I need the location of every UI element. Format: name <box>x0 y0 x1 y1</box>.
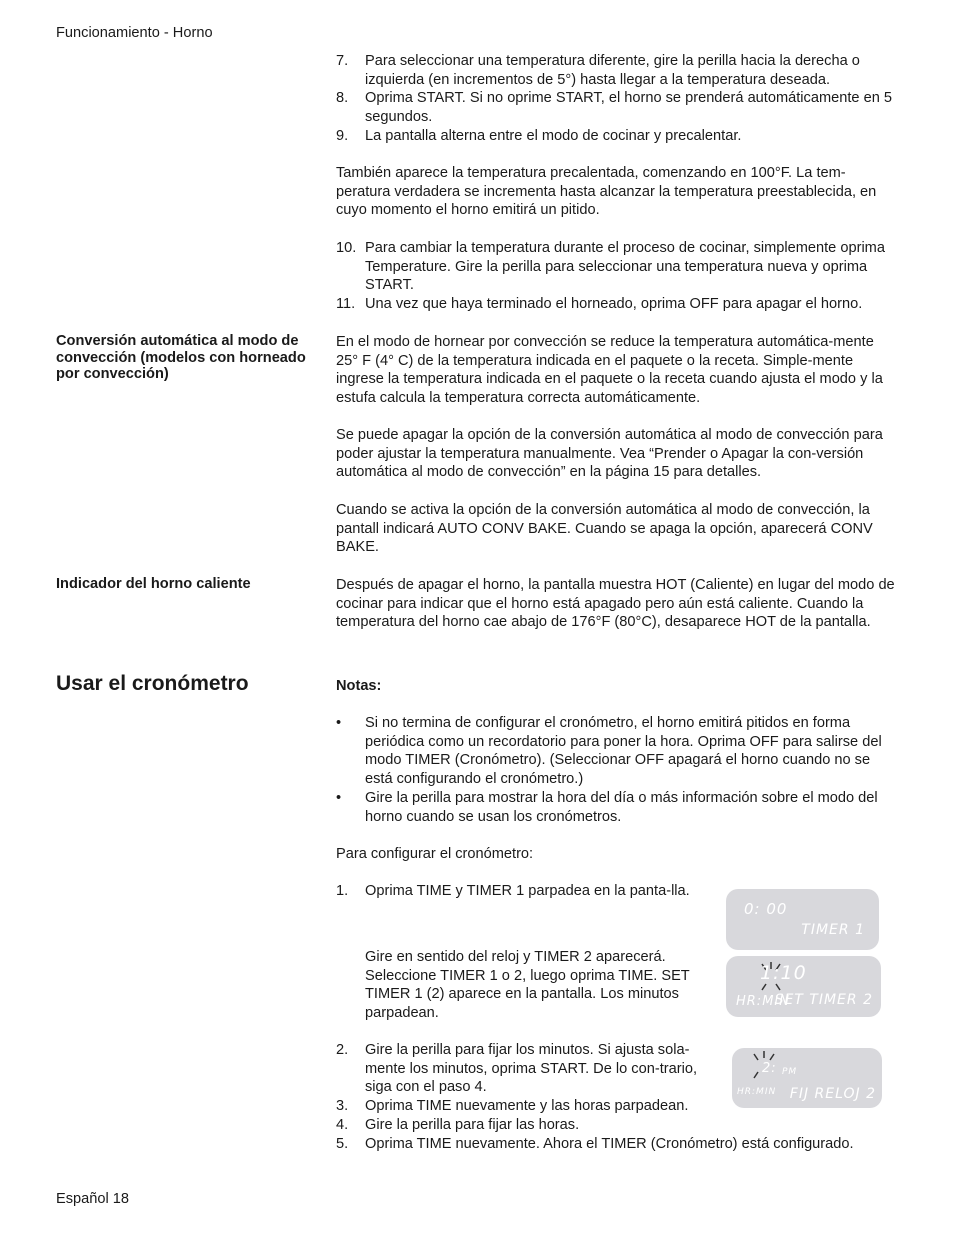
conv-paragraph-2: Se puede apagar la opción de la conversión automática al modo de convección para poder ajustar la temperatura manualmente. Vea “Prender o Apagar la con-versión automática al modo de convección” en la página 15 para detalles. <box>336 427 883 481</box>
page-header: Funcionamiento - Horno <box>56 25 213 41</box>
list-item <box>336 882 696 901</box>
step-number: 3. <box>336 1098 349 1114</box>
step-number: 10. <box>336 240 357 256</box>
step-number: 9. <box>336 128 349 144</box>
display-fij-reloj-2 <box>732 1048 882 1108</box>
display-time: 2: <box>762 1061 777 1076</box>
list-item <box>336 89 898 126</box>
bullet-text: Gire la perilla para mostrar la hora del día o más información sobre el modo del horno cuando se usan los cronómetros. <box>365 790 878 825</box>
hot-paragraph: Después de apagar el horno, la pantalla muestra HOT (Caliente) en lugar del modo de cocinar para indicar que el horno está apagado pero aún está caliente. Cuando la temperatura del horno cae abajo de 176°F (80°C), desaparece HOT de la pantalla. <box>336 577 895 631</box>
display-time: 0: 00 <box>744 900 788 918</box>
bullet-icon: • <box>336 790 342 806</box>
notes-label: Notas: <box>336 678 382 694</box>
step-text: Oprima START. Si no oprime START, el horno se prenderá automáticamente en 5 segundos. <box>365 90 892 125</box>
step-number: 8. <box>336 90 349 106</box>
step-number: 2. <box>336 1042 349 1058</box>
conv-heading: Conversión automática al modo de convección (modelos con horneado por convección) <box>56 333 306 382</box>
step-number: 7. <box>336 53 349 69</box>
step1-continued: Gire en sentido del reloj y TIMER 2 aparecerá. Seleccione TIMER 1 o 2, luego oprima TIME. SET TIMER 1 (2) aparece en la pantalla. Los minutos parpadean. <box>365 949 690 1022</box>
display-unit: HR:MIN <box>737 1087 777 1097</box>
step-text: Oprima TIME nuevamente y las horas parpadean. <box>365 1098 689 1114</box>
timer-intro: Para configurar el cronómetro: <box>336 846 534 862</box>
list-item <box>336 295 898 314</box>
bullet-item <box>336 789 898 826</box>
step-text: Oprima TIME nuevamente. Ahora el TIMER (Cronómetro) está configurado. <box>365 1136 854 1152</box>
list-item <box>336 239 898 295</box>
display-label: SET TIMER 2 <box>774 992 873 1008</box>
list-item <box>336 1135 898 1154</box>
display-label: TIMER 1 <box>801 922 865 938</box>
page-footer: Español 18 <box>56 1191 130 1207</box>
step-text: Para seleccionar una temperatura diferente, gire la perilla hacia la derecha o izquierda (en incrementos de 5°) hasta llegar a la temperatura deseada. <box>365 53 860 88</box>
bullet-item <box>336 714 898 789</box>
display-time: 1:10 <box>760 962 807 984</box>
step-text: Gire la perilla para fijar las horas. <box>365 1117 580 1133</box>
list-item <box>336 1041 721 1097</box>
list-item <box>336 127 898 146</box>
display-label: FIJ RELOJ 2 <box>789 1086 876 1102</box>
bullet-text: Si no termina de configurar el cronómetro, el horno emitirá pitidos en forma periódica como un recordatorio para poner la hora. Oprima OFF para salirse del modo TIMER (Cronómetro). (Seleccionar OFF apagará el horno cuando no se está configurando el cronómetro.) <box>365 715 882 788</box>
step-text: Gire la perilla para fijar los minutos. Si ajusta sola-mente los minutos, oprima START. De lo con-trario, siga con el paso 4. <box>365 1042 697 1096</box>
step-text: Oprima TIME y TIMER 1 parpadea en la panta-lla. <box>365 883 690 899</box>
step-text: La pantalla alterna entre el modo de cocinar y precalentar. <box>365 128 742 144</box>
conv-paragraph-1: En el modo de hornear por convección se reduce la temperatura automática-mente 25° F (4° C) de la temperatura indicada en el paquete o la receta. Simple-mente ingrese la temperatura indicada en el paquete o la receta cuando ajusta el modo y la estufa calcula la temperatura correcta automáticamente. <box>336 334 883 407</box>
step-number: 1. <box>336 883 349 899</box>
display-unit: HR:MIN <box>736 994 790 1009</box>
bullet-icon: • <box>336 715 342 731</box>
list-item <box>336 52 898 89</box>
conv-paragraph-3: Cuando se activa la opción de la conversión automática al modo de convección, la pantall indicará AUTO CONV BAKE. Cuando se apaga la opción, aparecerá CONV BAKE. <box>336 502 873 556</box>
preheat-paragraph: También aparece la temperatura precalentada, comenzando en 100°F. La tem-peratura verdadera se incrementa hasta alcanzar la temperatura preestablecida, en cuyo momento el horno emitirá un pitido. <box>336 165 877 219</box>
step-text: Para cambiar la temperatura durante el proceso de cocinar, simplemente oprima Temperature. Gire la perilla para seleccionar una temperatura nueva y oprima START. <box>365 240 885 294</box>
hot-heading: Indicador del horno caliente <box>56 576 251 592</box>
step-text: Una vez que haya terminado el horneado, oprima OFF para apagar el horno. <box>365 296 863 312</box>
step-number: 4. <box>336 1117 349 1133</box>
step-number: 11. <box>336 296 356 312</box>
display-ampm: PM <box>782 1067 798 1077</box>
list-item <box>336 1116 898 1135</box>
display-set-timer-2 <box>726 956 881 1017</box>
display-timer-1 <box>726 889 879 950</box>
timer-heading: Usar el cronómetro <box>56 672 249 695</box>
step-number: 5. <box>336 1136 349 1152</box>
